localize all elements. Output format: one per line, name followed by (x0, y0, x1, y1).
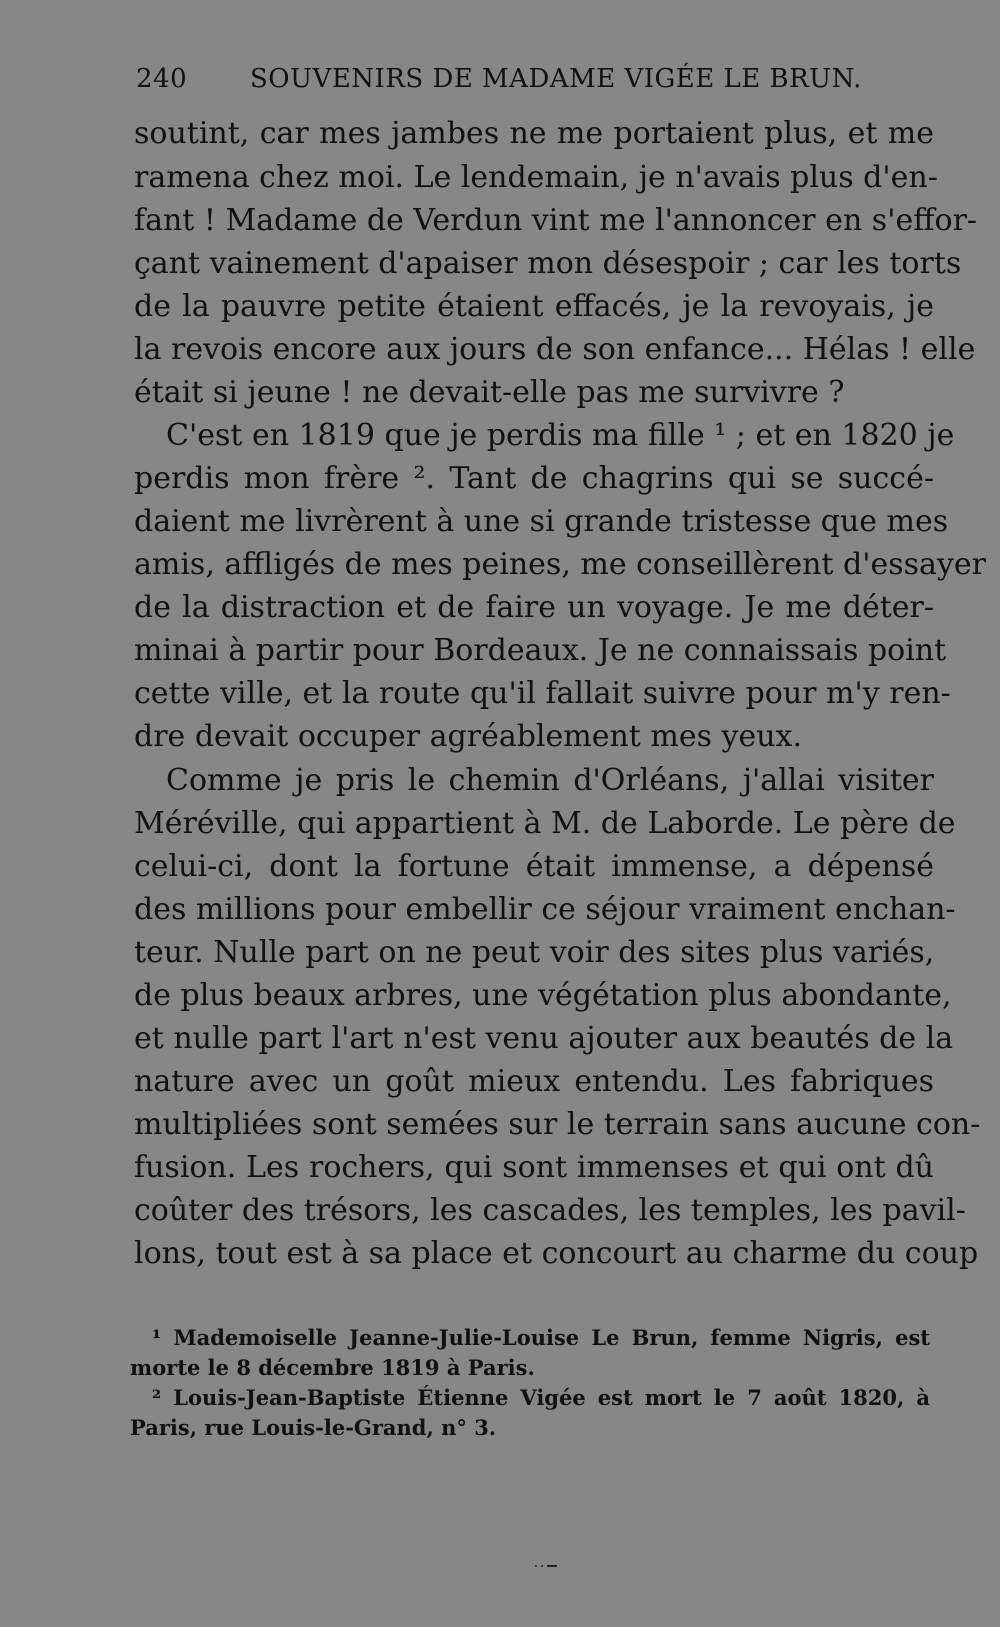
text-line: dre devait occuper agréablement mes yeux. (134, 719, 802, 754)
running-title: SOUVENIRS DE MADAME VIGÉE LE BRUN. (250, 64, 862, 94)
text-line: était si jeune ! ne devait-elle pas me survivre ? (134, 375, 845, 410)
text-line: coûter des trésors, les cascades, les temples, les pavil- (134, 1193, 966, 1228)
text-line: Comme je pris le chemin d'Orléans, j'allai visiter (166, 763, 934, 798)
text-line: multipliées sont semées sur le terrain sans aucune con- (134, 1107, 981, 1142)
text-line: amis, affligés de mes peines, me conseillèrent d'essayer (134, 547, 986, 582)
text-line: de la distraction et de faire un voyage. Je me déter- (134, 590, 934, 625)
text-line: daient me livrèrent à une si grande tristesse que mes (134, 504, 949, 539)
text-line: celui-ci, dont la fortune était immense, a dépensé (134, 849, 934, 884)
text-line: lons, tout est à sa place et concourt au charme du coup (134, 1236, 979, 1271)
page-speck-mark (534, 1562, 562, 1566)
text-line: perdis mon frère ². Tant de chagrins qui se succé- (134, 461, 934, 496)
text-line: ramena chez moi. Le lendemain, je n'avais plus d'en- (134, 160, 938, 195)
text-line: de la pauvre petite étaient effacés, je la revoyais, je (134, 289, 934, 324)
text-line: nature avec un goût mieux entendu. Les fabriques (134, 1064, 934, 1099)
footnote-line: ² Louis-Jean-Baptiste Étienne Vigée est mort le 7 août 1820, à (152, 1385, 930, 1410)
page-number: 240 (136, 64, 188, 94)
text-line: fusion. Les rochers, qui sont immenses et qui ont dû (134, 1150, 934, 1185)
text-line: de plus beaux arbres, une végétation plus abondante, (134, 978, 952, 1013)
text-line: des millions pour embellir ce séjour vraiment enchan- (134, 892, 956, 927)
footnote-line: Paris, rue Louis-le-Grand, n° 3. (130, 1415, 497, 1440)
speck-dots-icon (534, 1564, 562, 1568)
text-line: çant vainement d'apaiser mon désespoir ; car les torts (134, 246, 962, 281)
text-line: cette ville, et la route qu'il fallait suivre pour m'y ren- (134, 676, 951, 711)
text-line: soutint, car mes jambes ne me portaient plus, et me (134, 116, 934, 151)
text-line: teur. Nulle part on ne peut voir des sites plus variés, (134, 935, 935, 970)
text-line: et nulle part l'art n'est venu ajouter aux beautés de la (134, 1021, 954, 1056)
text-line: minai à partir pour Bordeaux. Je ne connaissais point (134, 633, 947, 668)
text-line: la revois encore aux jours de son enfance... Hélas ! elle (134, 332, 976, 367)
footnote-line: morte le 8 décembre 1819 à Paris. (130, 1355, 535, 1380)
footnote-line: ¹ Mademoiselle Jeanne-Julie-Louise Le Brun, femme Nigris, est (152, 1325, 930, 1350)
text-line: C'est en 1819 que je perdis ma fille ¹ ; et en 1820 je (166, 418, 955, 453)
text-line: fant ! Madame de Verdun vint me l'annoncer en s'effor- (134, 203, 978, 238)
text-line: Méréville, qui appartient à M. de Laborde. Le père de (134, 806, 956, 841)
page-header (136, 64, 862, 104)
